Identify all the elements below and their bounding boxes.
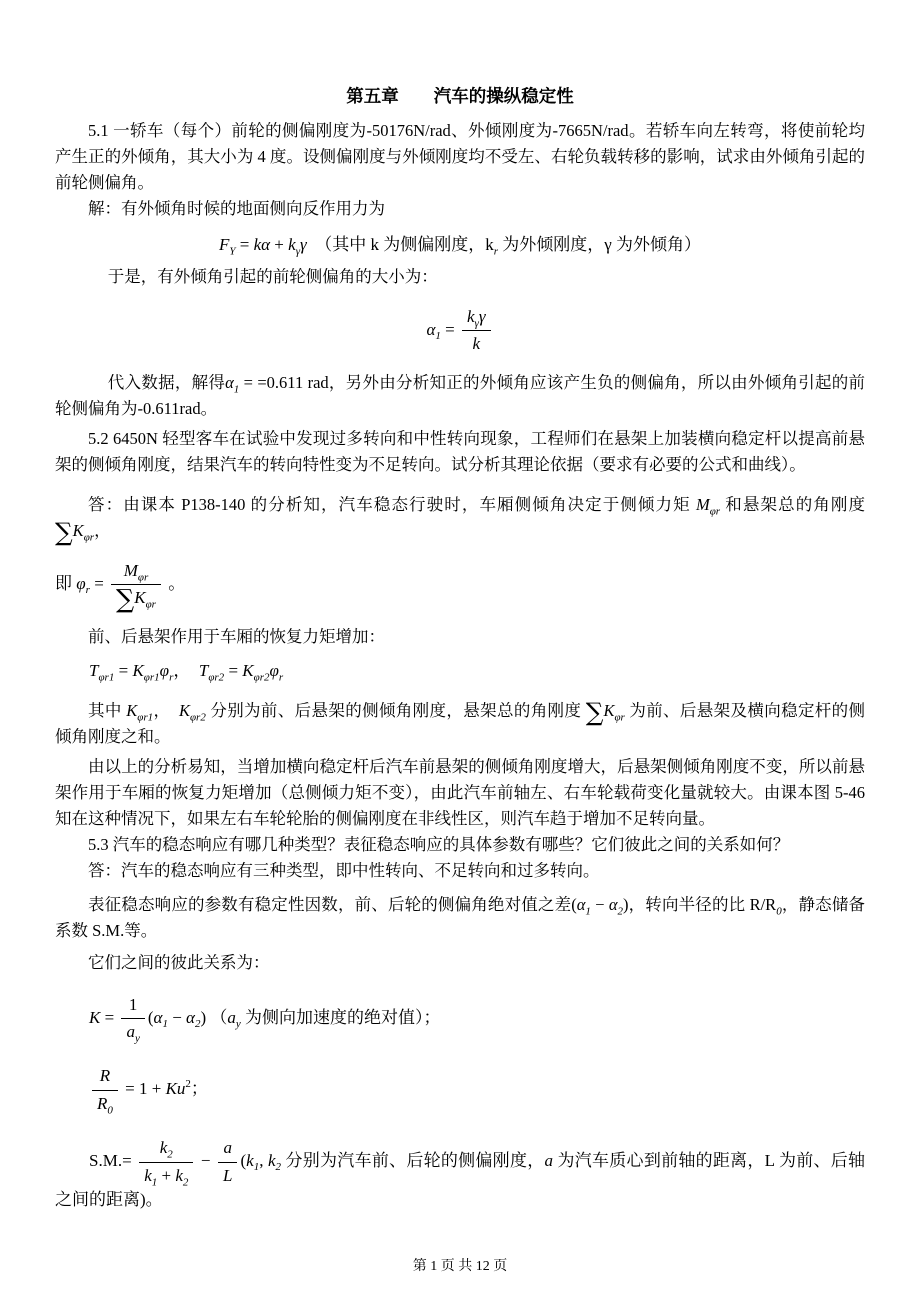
q52-formula-restoring-moments: $T_{\varphi r1} = K_{\varphi r1}\varphi_r$， $T_{\varphi r2} = K_{\varphi r2}\varphi_r$ [89,660,284,683]
q51-question: 5.1 一轿车（每个）前轮的侧偏刚度为-50176N/rad、外倾刚度为-7665N/rad。若轿车向左转弯，将使前轮均产生正的外倾角，其大小为 4 度。设侧偏刚度与外倾刚度均不受左、右轮负载转移的影响，试求由外倾角引起的前轮侧偏角。 [55,121,865,192]
q52-explanation: 其中 $K_{\varphi r1}$， $K_{\varphi r2}$ 分别为前、后悬架的侧倾角刚度，悬架总的角刚度 $\sum K_{\varphi r}$ 为前、后悬架及横向稳定杆的侧倾角刚度之和。 [55,697,866,746]
q52-analysis: 由以上的分析易知，当增加横向稳定杆后汽车前悬架的侧倾角刚度增大，后悬架侧倾角刚度不变，所以前悬架作用于车厢的恢复力矩增加（总侧倾力矩不变），由此汽车前轴左、右车轮载荷变化量就较大。由课本图 5-46 知在这种情况下，如果左右车轮轮胎的侧偏刚度在非线性区，则汽车趋于增加不足转向量。 [55,756,865,828]
q53-question: 5.3 汽车的稳态响应有哪几种类型？表征稳态响应的具体参数有哪些？它们彼此之间的关系如何？ [88,834,790,854]
q53-answer-types: 答：汽车的稳态响应有三种类型，即中性转向、不足转向和过多转向。 [88,860,600,880]
q52-question: 5.2 6450N 轻型客车在试验中发现过多转向和中性转向现象，工程师们在悬架上加装横向稳定杆以提高前悬架的侧倾角刚度，结果汽车的转向特性变为不足转向。试分析其理论依据（要求有必要的公式和曲线）。 [55,428,865,474]
q53-formula-stability-factor: K = $\frac{1}{a_y}$ $(\alpha_1 - \alpha_2)$ （$a_y$ 为侧向加速度的绝对值）； [89,994,441,1045]
q51-solution-intro: 解：有外倾角时候的地面侧向反作用力为 [88,199,385,218]
q51-conclusion: 代入数据，解得$\alpha_1 = =0.611$ rad，另外由分析知正的外倾角应该产生负的侧偏角，所以由外倾角引起的前轮侧偏角为-0.611rad。 [55,372,866,418]
page-footer: 第 1 页 共 12 页 [412,1259,508,1274]
q52-restoring-intro: 前、后悬架作用于车厢的恢复力矩增加： [88,626,385,646]
q51-formula-lateral-force: $F_Y = k\alpha + k_\gamma\gamma$ （其中 k 为侧偏刚度，$k_r$ 为外倾刚度，γ 为外倾角） [218,235,702,258]
q53-formula-static-margin: S.M.= $\frac{k_2}{k_1 + k_2}$ − $\frac{a}{L}$ ($k_1$, $k_2$ 分别为汽车前、后轮的侧偏刚度，a 为汽车质心到前轴的距离，L 为前、后轴之间的距离)。 [55,1138,865,1209]
q52-formula-roll-angle: 即 $\varphi_r$ = $\frac{M_{\varphi r}}{\sum K_{\varphi r}}$ 。 [55,560,186,615]
chapter-title: 第五章 汽车的操纵稳定性 [346,86,574,106]
q51-formula-sideslip-angle: $\alpha_1$ = $\frac{k_\gamma\gamma}{k}$ [55,306,865,356]
q53-formula-radius-ratio: $\frac{R}{R_0}$ = $1 + Ku^2$； [55,1065,865,1115]
q53-parameters: 表征稳态响应的参数有稳定性因数，前、后轮的侧偏角绝对值之差$(\alpha_1 - \alpha_2)$，转向半径的比 $R/R_0$，静态储备系数 S.M.等。 [55,894,866,940]
q52-answer-intro: 答：由课本 P138-140 的分析知，汽车稳态行驶时，车厢侧倾角决定于侧倾力矩 $M_{\varphi r}$ 和悬架总的角刚度 $\sum K_{\varphi r}$， [55,494,866,547]
q51-transition: 于是，有外倾角引起的前轮侧偏角的大小为： [107,267,438,286]
q53-relations-intro: 它们之间的彼此关系为： [88,952,270,972]
